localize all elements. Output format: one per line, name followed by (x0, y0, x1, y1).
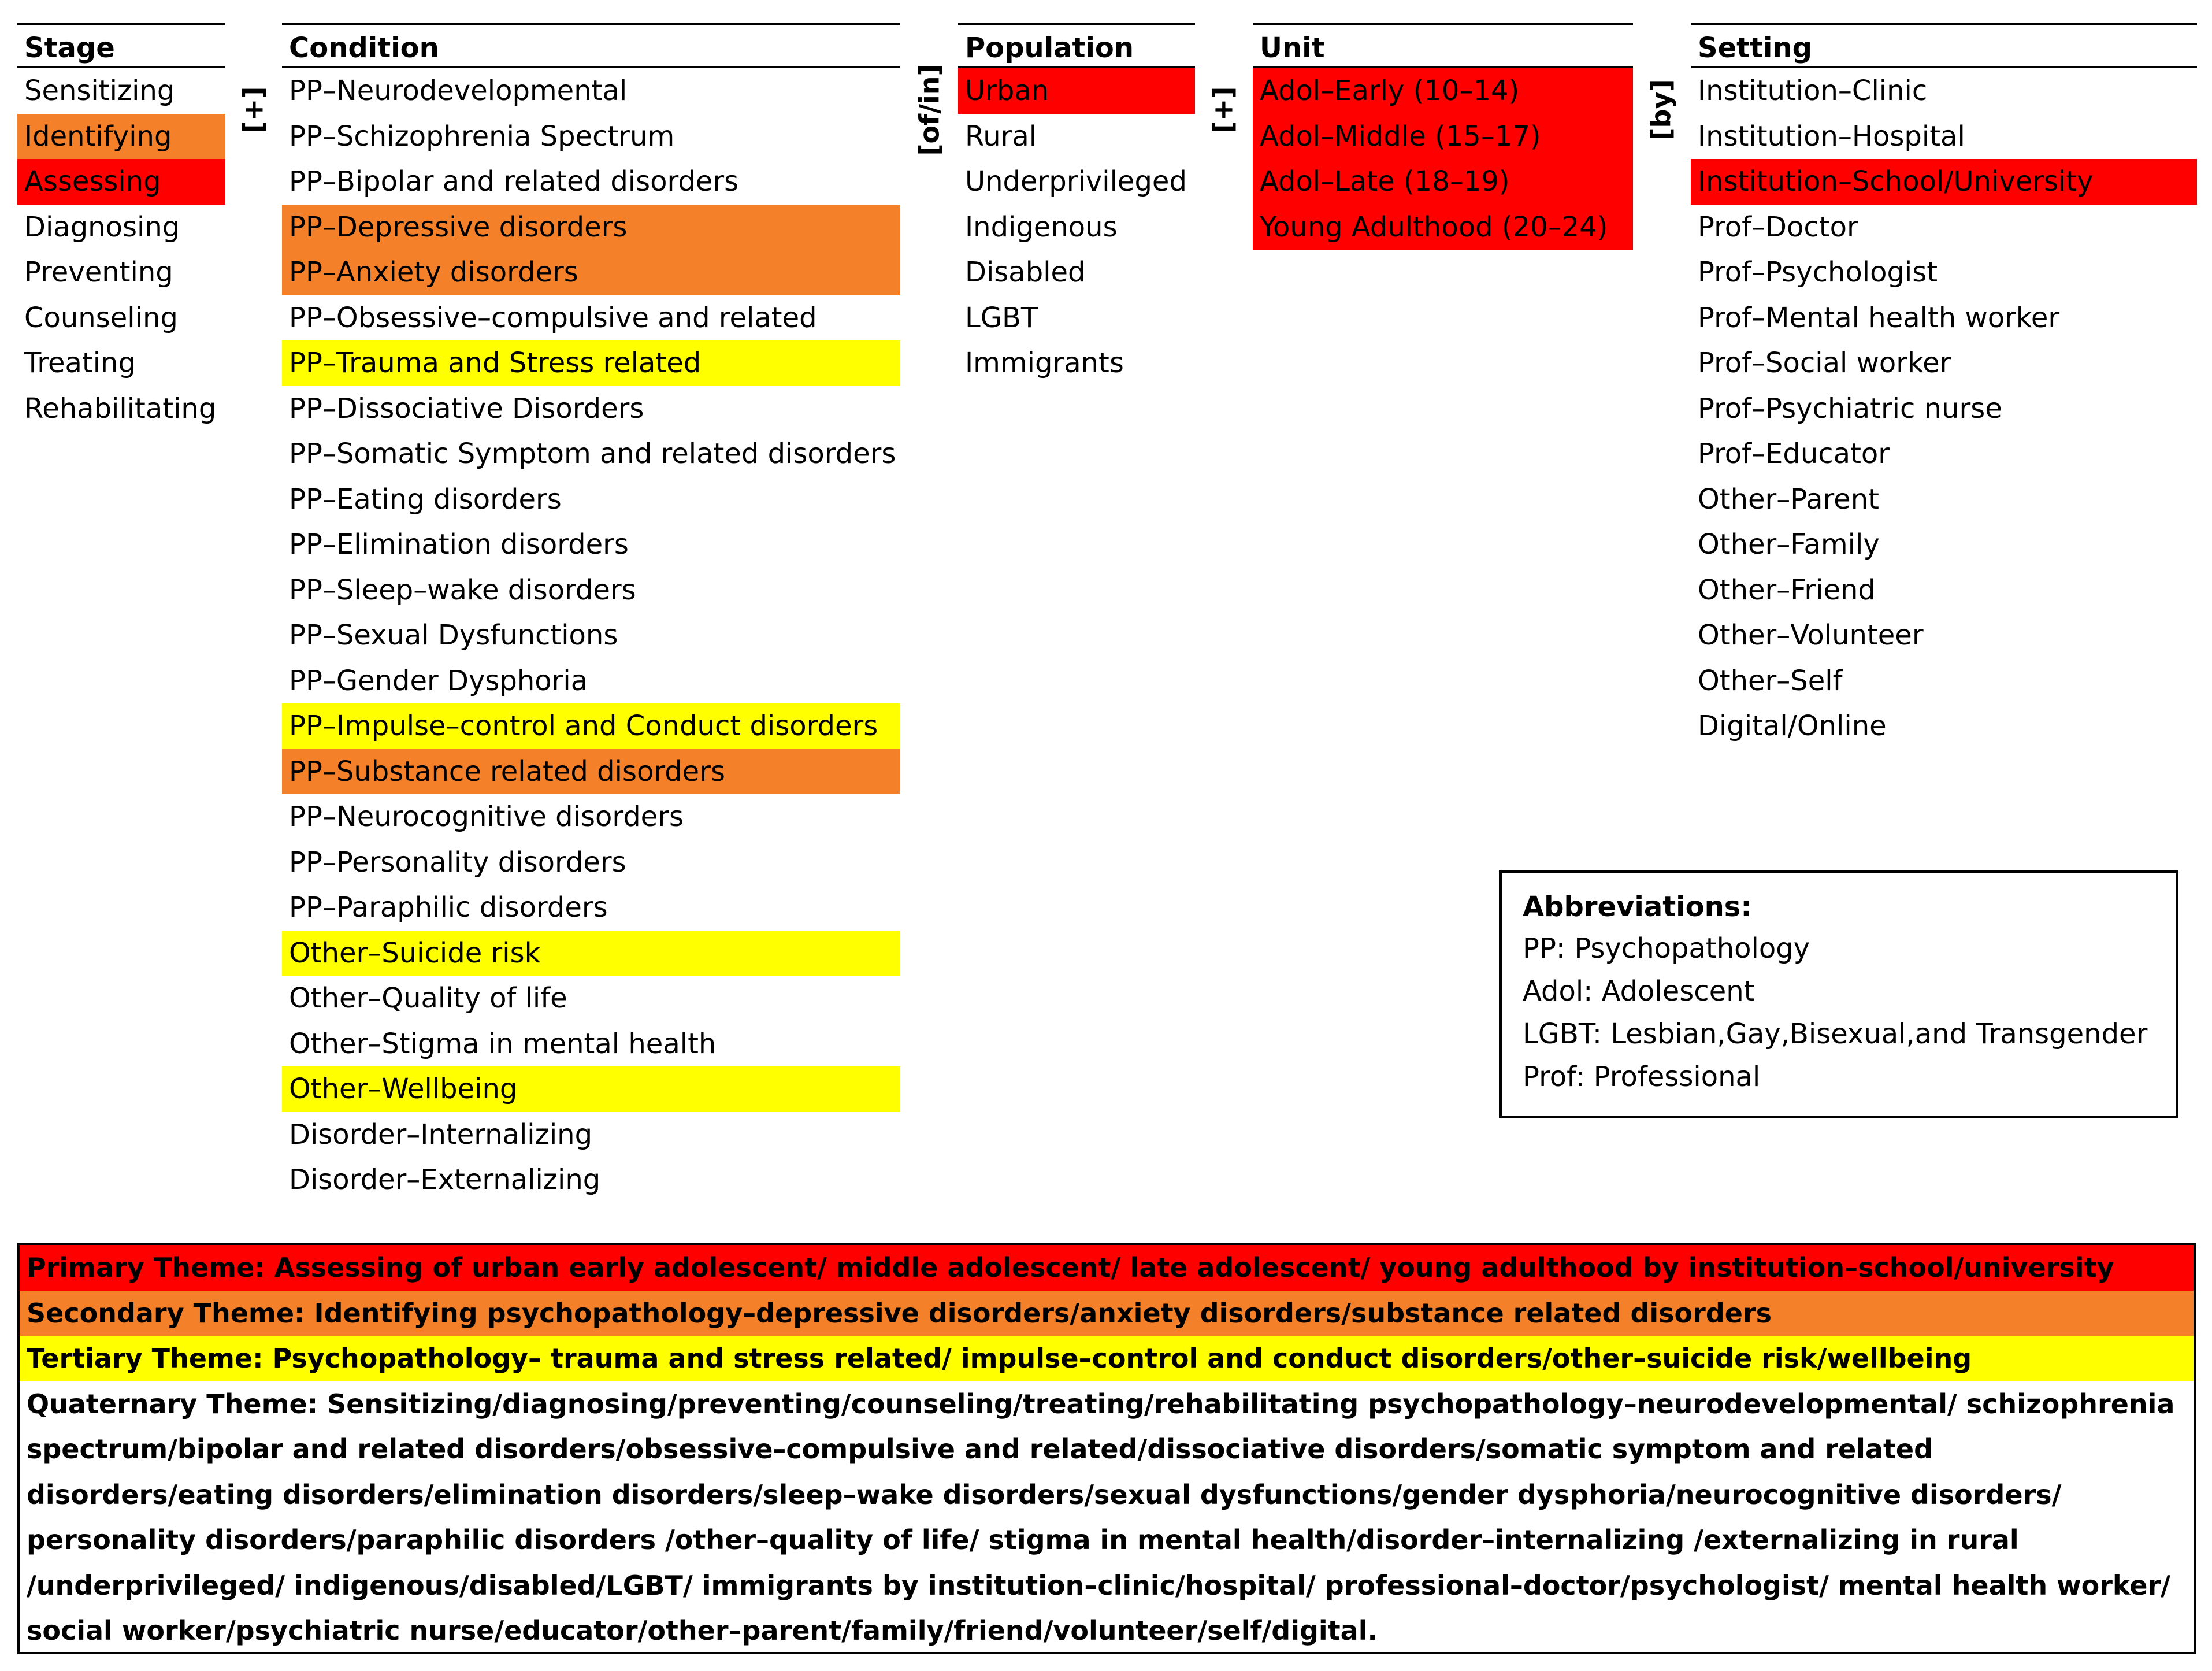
population-column (958, 23, 1195, 386)
unit-item: Adol–Early (10–14) (1253, 68, 1633, 114)
condition-column (282, 23, 900, 1203)
population-header: Population (958, 23, 1195, 68)
condition-item: Other–Wellbeing (282, 1066, 900, 1112)
condition-item: PP–Dissociative Disorders (289, 392, 644, 425)
condition-item: PP–Depressive disorders (282, 205, 900, 250)
condition-item: PP–Neurocognitive disorders (289, 801, 684, 833)
population-item: Urban (958, 68, 1195, 114)
abbreviation-item: Adol: Adolescent (1523, 975, 1755, 1007)
condition-header: Condition (282, 23, 900, 68)
connector-label: [+] (1207, 86, 1238, 134)
setting-item: Prof–Social worker (1698, 347, 1951, 379)
condition-item: PP–Impulse–control and Conduct disorders (282, 703, 900, 749)
setting-column (1691, 23, 2197, 749)
setting-item: Prof–Psychologist (1698, 256, 1938, 288)
stage-header: Stage (17, 23, 225, 68)
setting-item: Prof–Mental health worker (1698, 301, 2060, 334)
condition-item: PP–Gender Dysphoria (289, 664, 588, 697)
condition-item: Other–Suicide risk (282, 931, 900, 976)
condition-item: PP–Neurodevelopmental (289, 75, 628, 107)
connector-plus-1 (230, 87, 276, 133)
secondary-theme: Secondary Theme: Identifying psychopathology–depressive disorders/anxiety disorders/substance related disorders (20, 1291, 2194, 1336)
condition-item: PP–Paraphilic disorders (289, 891, 608, 924)
tertiary-theme: Tertiary Theme: Psychopathology– trauma and stress related/ impulse–control and conduct disorders/other–suicide risk/wellbeing (20, 1336, 2194, 1381)
unit-item: Adol–Middle (15–17) (1253, 114, 1633, 160)
condition-item: Disorder–Externalizing (289, 1164, 601, 1196)
setting-item: Other–Parent (1698, 483, 1879, 516)
population-item: Rural (965, 120, 1037, 153)
setting-item: Prof–Doctor (1698, 210, 1858, 243)
unit-header: Unit (1253, 23, 1633, 68)
abbreviation-item: Prof: Professional (1523, 1061, 1761, 1093)
setting-header: Setting (1691, 23, 2197, 68)
stage-item: Rehabilitating (24, 392, 217, 425)
setting-item: Institution–Hospital (1698, 120, 1965, 153)
condition-item: PP–Somatic Symptom and related disorders (289, 438, 896, 470)
unit-item: Adol–Late (18–19) (1253, 159, 1633, 205)
connector-plus-2 (1200, 87, 1246, 133)
condition-item: PP–Bipolar and related disorders (289, 165, 739, 198)
condition-item: PP–Schizophrenia Spectrum (289, 120, 675, 153)
stage-item: Identifying (17, 114, 225, 160)
connector-label: [by] (1645, 79, 1676, 140)
stage-item: Diagnosing (24, 210, 180, 243)
setting-item: Other–Friend (1698, 573, 1876, 606)
stage-column (17, 23, 225, 431)
abbreviations-title: Abbreviations: (1523, 891, 1752, 923)
stage-item: Preventing (24, 256, 173, 288)
population-item: Underprivileged (965, 165, 1187, 198)
unit-column (1253, 23, 1633, 250)
stage-item: Counseling (24, 301, 178, 334)
population-item: LGBT (965, 301, 1038, 334)
connector-by (1638, 79, 1684, 140)
condition-item: PP–Personality disorders (289, 846, 626, 879)
condition-item: Other–Stigma in mental health (289, 1027, 717, 1060)
connector-of-in (906, 64, 952, 156)
abbreviations-box (1499, 870, 2178, 1118)
setting-item: Prof–Psychiatric nurse (1698, 392, 2002, 425)
condition-item: PP–Anxiety disorders (282, 250, 900, 295)
condition-item: PP–Sleep–wake disorders (289, 573, 636, 606)
stage-list (17, 68, 225, 431)
abbreviation-item: PP: Psychopathology (1523, 932, 1810, 965)
setting-item: Other–Volunteer (1698, 619, 1924, 651)
condition-item: Disorder–Internalizing (289, 1118, 593, 1151)
primary-theme: Primary Theme: Assessing of urban early adolescent/ middle adolescent/ late adolescent/ young adulthood by institution–school/university (20, 1245, 2194, 1291)
setting-item: Institution–Clinic (1698, 75, 1928, 107)
setting-item: Digital/Online (1698, 710, 1887, 742)
setting-item: Other–Self (1698, 664, 1843, 697)
connector-label: [of/in] (914, 64, 945, 156)
condition-item: PP–Trauma and Stress related (282, 340, 900, 386)
condition-item: PP–Sexual Dysfunctions (289, 619, 618, 651)
condition-item: PP–Obsessive–compulsive and related (289, 301, 817, 334)
unit-item: Young Adulthood (20–24) (1253, 205, 1633, 250)
abbreviation-item: LGBT: Lesbian,Gay,Bisexual,and Transgender (1523, 1018, 2148, 1050)
setting-list (1691, 68, 2197, 749)
stage-item: Assessing (17, 159, 225, 205)
population-item: Immigrants (965, 347, 1124, 379)
stage-item: Treating (24, 347, 136, 379)
population-item: Disabled (965, 256, 1086, 288)
condition-item: Other–Quality of life (289, 982, 567, 1014)
setting-item: Institution–School/University (1691, 159, 2197, 205)
condition-item: PP–Eating disorders (289, 483, 562, 516)
setting-item: Other–Family (1698, 528, 1880, 561)
setting-item: Prof–Educator (1698, 438, 1890, 470)
population-list (958, 68, 1195, 386)
condition-item: PP–Elimination disorders (289, 528, 629, 561)
themes-box (17, 1243, 2196, 1654)
condition-list (282, 68, 900, 1203)
condition-item: PP–Substance related disorders (282, 749, 900, 795)
unit-list (1253, 68, 1633, 250)
connector-label: [+] (237, 86, 269, 134)
stage-item: Sensitizing (24, 75, 175, 107)
quaternary-theme: Quaternary Theme: Sensitizing/diagnosing/preventing/counseling/treating/rehabilitating psychopathology–neurodevelopmental/ schizophrenia spectrum/bipolar and related disorders/obsessive–compulsive and related/dissociative disorders/somatic symptom and related disorders/eating disorders/elimination disorders/sleep–wake disorders/sexual dysfunctions/gender dysphoria/neurocognitive disorders/ personality disorders/paraphilic disorders /other–quality of life/ stigma in mental health/disorder–internalizing /externalizing in rural /underprivileged/ indigenous/disabled/LGBT/ immigrants by institution–clinic/hospital/ professional–doctor/psychologist/ mental health worker/ social worker/psychiatric nurse/educator/other–parent/family/friend/volunteer/self/digital. (27, 1388, 2175, 1646)
population-item: Indigenous (965, 210, 1118, 243)
